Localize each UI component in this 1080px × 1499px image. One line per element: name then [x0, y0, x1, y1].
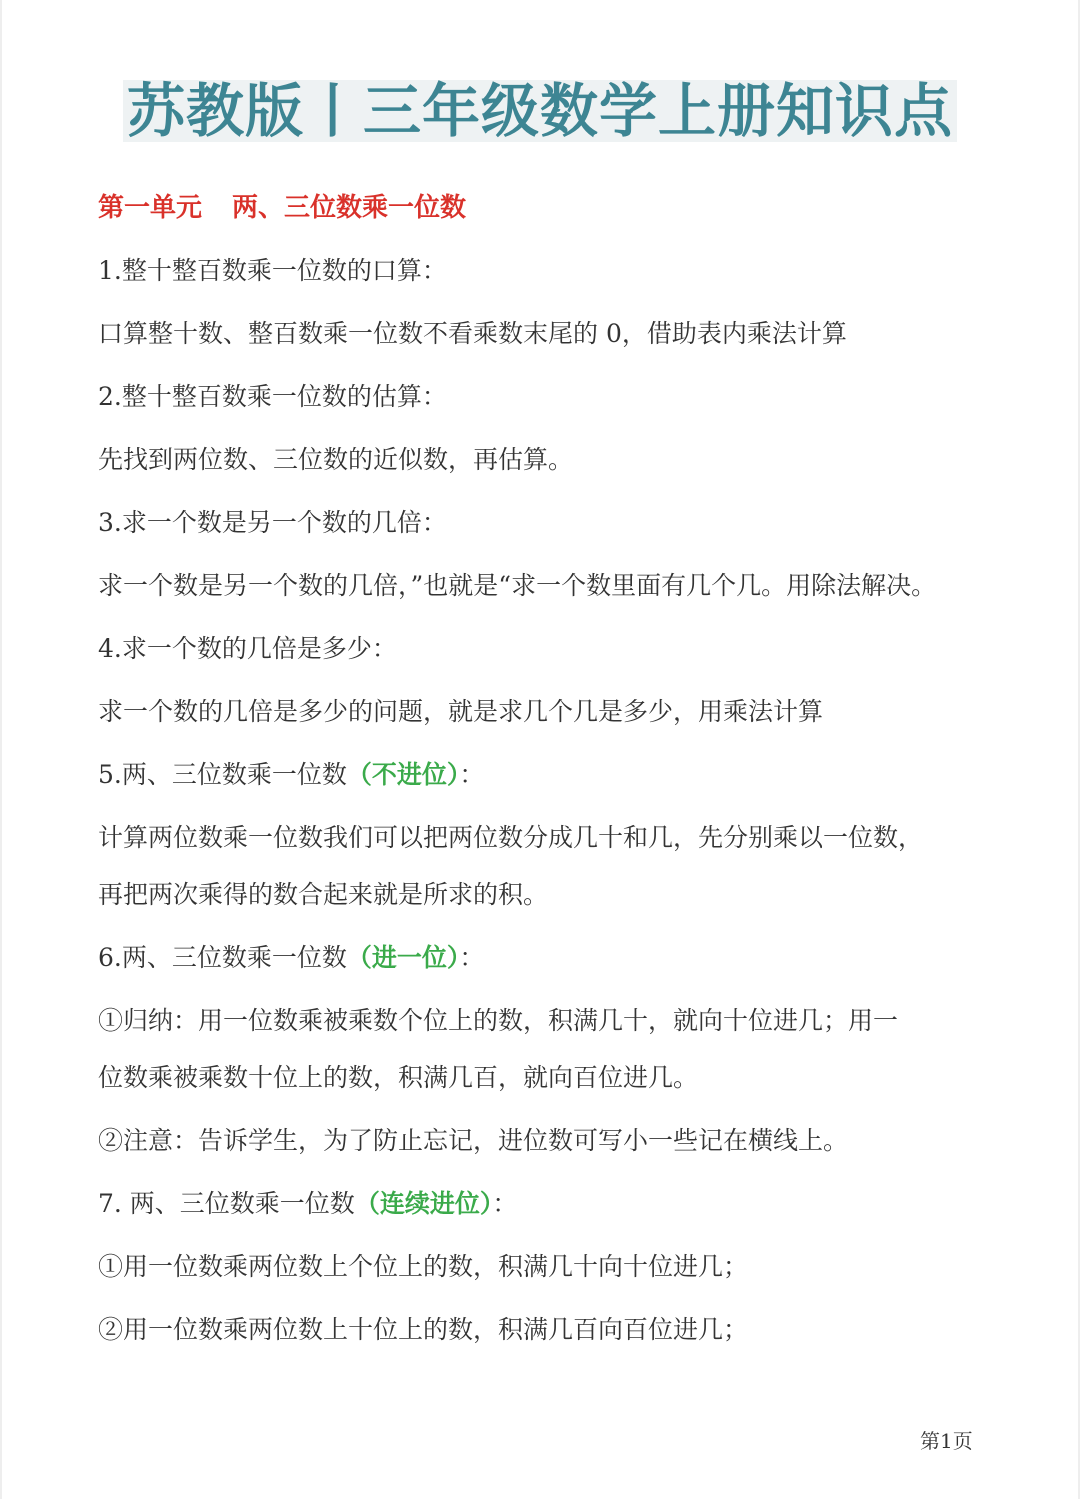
- unit-label: 第一单元: [98, 193, 203, 223]
- knowledge-line: ①用一位数乘两位数上个位上的数，积满几十向十位进几；: [98, 1252, 749, 1281]
- knowledge-line: 3.求一个数是另一个数的几倍：: [98, 508, 447, 537]
- heading-colon: ：: [459, 760, 485, 789]
- page-number: 第1页: [920, 1429, 973, 1453]
- heading-highlight: （连续进位）: [354, 1189, 493, 1218]
- knowledge-line: 先找到两位数、三位数的近似数，再估算。: [98, 445, 574, 474]
- knowledge-heading: [98, 755, 998, 795]
- knowledge-line: ②用一位数乘两位数上十位上的数，积满几百向百位进几；: [98, 1315, 749, 1344]
- knowledge-line: 1.整十整百数乘一位数的口算：: [98, 256, 447, 285]
- heading-colon: ：: [492, 1189, 518, 1218]
- knowledge-line: 2.整十整百数乘一位数的估算：: [98, 382, 447, 411]
- knowledge-line: 求一个数的几倍是多少的问题，就是求几个几是多少，用乘法计算: [98, 697, 824, 726]
- page-title: 苏教版丨三年级数学上册知识点: [123, 80, 957, 142]
- heading-colon: ：: [459, 943, 485, 972]
- knowledge-line: 位数乘被乘数十位上的数，积满几百，就向百位进几。: [98, 1063, 699, 1092]
- heading-highlight: （进一位）: [346, 943, 460, 972]
- knowledge-line: 计算两位数乘一位数我们可以把两位数分成几十和几，先分别乘以一位数，: [98, 823, 924, 852]
- knowledge-heading: [98, 938, 998, 978]
- knowledge-line: 求一个数是另一个数的几倍，”也就是“求一个数里面有几个几。用除法解决。: [98, 571, 937, 600]
- knowledge-line: 再把两次乘得的数合起来就是所求的积。: [98, 880, 549, 909]
- heading-text: 5.两、三位数乘一位数: [98, 760, 347, 789]
- knowledge-line: 口算整十数、整百数乘一位数不看乘数末尾的 0，借助表内乘法计算: [98, 319, 847, 348]
- knowledge-line: ①归纳：用一位数乘被乘数个位上的数，积满几十，就向十位进几；用一: [98, 1006, 899, 1035]
- heading-text: 7. 两、三位数乘一位数: [98, 1189, 355, 1218]
- heading-text: 6.两、三位数乘一位数: [98, 943, 347, 972]
- knowledge-line: 4.求一个数的几倍是多少：: [98, 634, 397, 663]
- heading-highlight: （不进位）: [346, 760, 460, 789]
- knowledge-line: ②注意：告诉学生，为了防止忘记，进位数可写小一些记在横线上。: [98, 1126, 849, 1155]
- content: [98, 188, 998, 1373]
- title-wrap: [0, 77, 1080, 145]
- knowledge-heading: [98, 1184, 998, 1224]
- unit-heading: [98, 188, 998, 228]
- unit-name: 两、三位数乘一位数: [232, 193, 467, 223]
